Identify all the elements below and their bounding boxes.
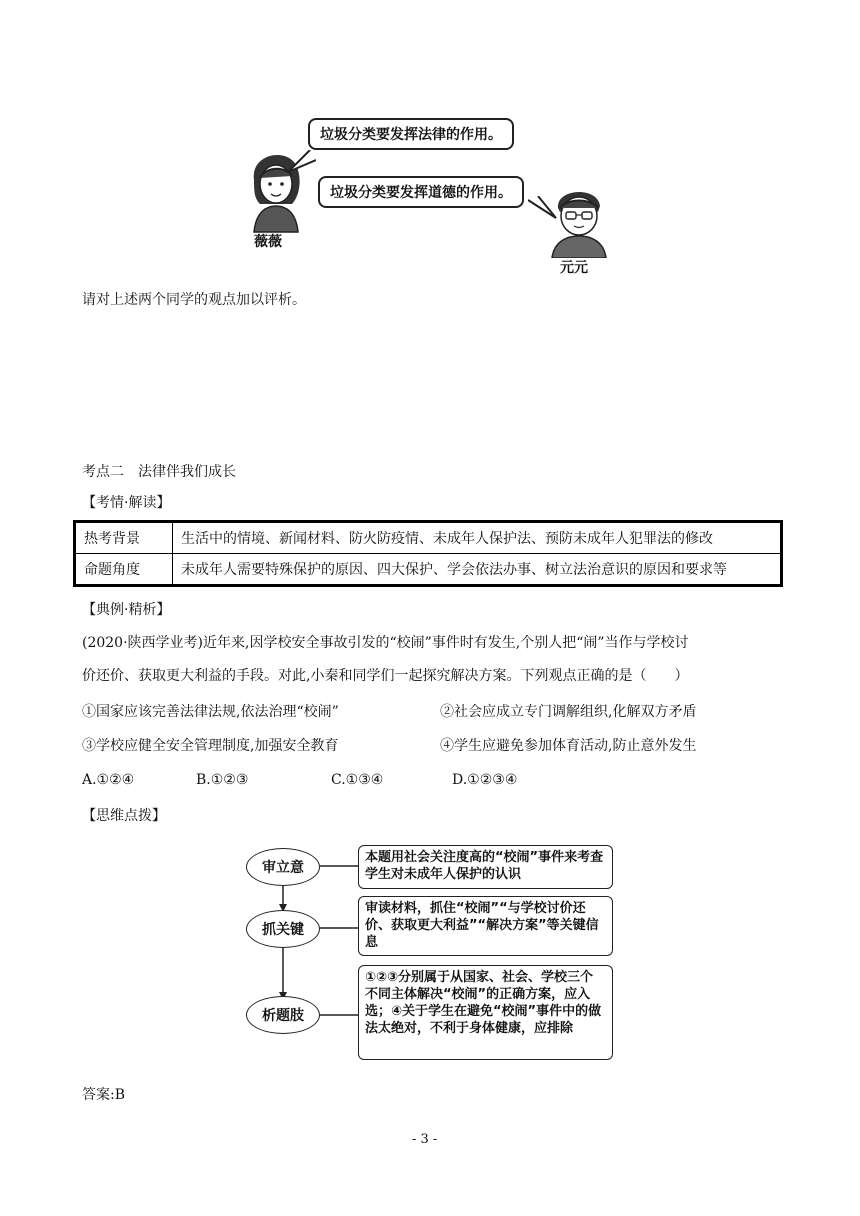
- option-4: ④学生应避免参加体育活动,防止意外发生: [440, 738, 697, 754]
- question-prompt: 请对上述两个同学的观点加以评析。: [82, 292, 306, 308]
- flow-node-shenliyi: 审立意: [246, 848, 320, 886]
- option-2: ②社会应成立专门调解组织,化解双方矛盾: [440, 704, 697, 720]
- table-row: [75, 522, 782, 554]
- table-value: 未成年人需要特殊保护的原因、四大保护、学会依法办事、树立法治意识的原因和要求等: [173, 554, 782, 586]
- question-line-2: 价还价、获取更大利益的手段。对此,小秦和同学们一起探究解决方案。下列观点正确的是（ ）: [82, 668, 689, 684]
- flow-box-1: 本题用社会关注度高的“校闹”事件来考查学生对未成年人保护的认识: [358, 845, 613, 889]
- option-3: ③学校应健全安全管理制度,加强安全教育: [82, 738, 339, 754]
- choice-b: B.①②③: [196, 772, 249, 788]
- choice-a: A.①②④: [82, 772, 135, 788]
- flow-box-3: ①②③分别属于从国家、社会、学校三个不同主体解决“校闹”的正确方案，应入选；④关于学生在避免“校闹”事件中的做法太绝对，不利于身体健康，应排除: [358, 965, 613, 1060]
- flow-node-xitizhi: 析题肢: [246, 996, 320, 1034]
- name-weiwei: 薇薇: [254, 234, 282, 250]
- choice-d: D.①②③④: [452, 772, 518, 788]
- bubble-tail-weiwei: [286, 150, 316, 174]
- choice-c: C.①③④: [331, 772, 384, 788]
- info-table: [73, 520, 783, 587]
- page-number: - 3 -: [412, 1132, 438, 1147]
- boy-yuanyuan-figure: [540, 178, 620, 258]
- speech-bubble-yuanyuan: 垃圾分类要发挥道德的作用。: [318, 176, 524, 208]
- section-title: 考点二 法律伴我们成长: [82, 464, 236, 480]
- flow-node-zhuaguanjian: 抓关键: [246, 910, 320, 948]
- table-value: 生活中的情境、新闻材料、防火防疫情、未成年人保护法、预防未成年人犯罪法的修改: [173, 522, 782, 554]
- table-row: [75, 554, 782, 586]
- speech-bubble-weiwei: 垃圾分类要发挥法律的作用。: [308, 118, 514, 150]
- dianli-label: 【典例·精析】: [82, 602, 171, 618]
- flow-box-2: 审读材料，抓住“校闹”“与学校讨价还价、获取更大利益”“解决方案”等关键信息: [358, 896, 613, 956]
- option-1: ①国家应该完善法律法规,依法治理“校闹”: [82, 704, 339, 720]
- answer: 答案:B: [82, 1087, 126, 1103]
- name-yuanyuan: 元元: [560, 260, 588, 276]
- table-key: 命题角度: [75, 554, 173, 586]
- table-key: 热考背景: [75, 522, 173, 554]
- siwei-label: 【思维点拨】: [82, 808, 166, 824]
- kaoqing-label: 【考情·解读】: [82, 495, 171, 511]
- question-line-1: (2020·陕西学业考)近年来,因学校安全事故引发的“校闹”事件时有发生,个别人把“闹”当作与学校讨: [82, 635, 689, 651]
